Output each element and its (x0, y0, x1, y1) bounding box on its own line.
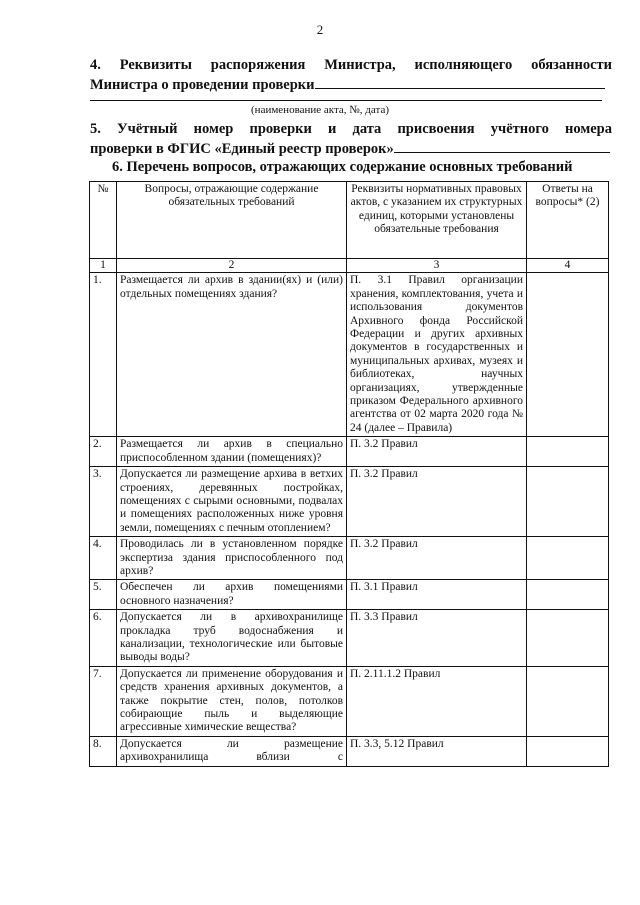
table-row (90, 610, 609, 667)
page-number: 2 (316, 22, 324, 37)
section-4-line-2 (90, 75, 612, 95)
column-number-row (90, 259, 609, 273)
section-5-line-2 (90, 139, 612, 159)
row-number: 5. (90, 580, 117, 610)
row-number: 7. (90, 666, 117, 736)
section-4-line-1: 4. Реквизиты распоряжения Министра, исполняющего обязанности (90, 57, 612, 73)
table-row (90, 437, 609, 467)
column-number: 1 (90, 259, 117, 273)
row-reference: П. 3.1 Правил (347, 580, 527, 610)
row-number: 4. (90, 537, 117, 580)
header-reference: Реквизиты нормативных правовых актов, с указанием их структурных единиц, которыми установлены обязательные требования (347, 182, 527, 259)
section-4-title-end: Министра о проведении проверки (90, 77, 315, 93)
row-reference: П. 3.1 Правил организации хранения, комплектования, учета и использования документов Архивного фонда Российской Федерации и других архивных документов в государственных и муниципальных архивах, музеях и библиотеках, научных организациях, утвержденные приказом Федерального архивного агентства от 02 марта 2020 года № 24 (далее – Правила) (347, 273, 527, 437)
act-caption: (наименование акта, №, дата) (251, 104, 389, 116)
row-number: 1. (90, 273, 117, 437)
fill-line-act (90, 100, 602, 101)
row-answer[interactable] (527, 610, 609, 667)
row-question: Допускается ли применение оборудования и средств хранения архивных документов, а также покрытие стен, полов, потолков собирающие пыль и выделяющие агрессивные химические вещества? (117, 666, 347, 736)
table-row (90, 666, 609, 736)
row-answer[interactable] (527, 437, 609, 467)
table-row (90, 736, 609, 766)
row-question: Размещается ли архив в специально приспособленном здании (помещениях)? (117, 437, 347, 467)
row-question: Размещается ли архив в здании(ях) и (или) отдельных помещениях здания? (117, 273, 347, 437)
row-number: 6. (90, 610, 117, 667)
row-question: Проводилась ли в установленном порядке экспертиза здания приспособленного под архив? (117, 537, 347, 580)
row-question: Допускается ли в архивохранилище прокладка труб водоснабжения и канализации, технологические или бытовые выводы воды? (117, 610, 347, 667)
section-5-line-1: 5. Учётный номер проверки и дата присвоения учётного номера (90, 121, 612, 137)
table-row (90, 273, 609, 437)
row-question: Допускается ли размещение архива в ветхих строениях, деревянных постройках, помещениях с сырыми основными, подвалах и помещениях расположенных ниже уровня земли, помещениях с печным отоплением? (117, 467, 347, 537)
row-number: 8. (90, 736, 117, 766)
row-reference: П. 3.2 Правил (347, 467, 527, 537)
header-question: Вопросы, отражающие содержание обязательных требований (117, 182, 347, 259)
column-number: 2 (117, 259, 347, 273)
table-header-row (90, 182, 609, 259)
table-row (90, 537, 609, 580)
section-6-title: 6. Перечень вопросов, отражающих содержание основных требований (112, 159, 573, 175)
fill-line-order (315, 75, 605, 89)
column-number: 3 (347, 259, 527, 273)
row-reference: П. 3.2 Правил (347, 437, 527, 467)
header-number: № (90, 182, 117, 259)
table-row (90, 467, 609, 537)
row-answer[interactable] (527, 736, 609, 766)
row-reference: П. 3.3, 5.12 Правил (347, 736, 527, 766)
row-question: Обеспечен ли архив помещениями основного назначения? (117, 580, 347, 610)
row-reference: П. 3.3 Правил (347, 610, 527, 667)
requirements-table (89, 181, 609, 767)
row-reference: П. 2.11.1.2 Правил (347, 666, 527, 736)
row-number: 2. (90, 437, 117, 467)
column-number: 4 (527, 259, 609, 273)
row-answer[interactable] (527, 537, 609, 580)
section-5-title-end: проверки в ФГИС «Единый реестр проверок» (90, 141, 394, 157)
table-row (90, 580, 609, 610)
row-answer[interactable] (527, 273, 609, 437)
row-reference: П. 3.2 Правил (347, 537, 527, 580)
fill-line-registry (394, 139, 610, 153)
row-number: 3. (90, 467, 117, 537)
row-answer[interactable] (527, 666, 609, 736)
row-answer[interactable] (527, 467, 609, 537)
header-answer: Ответы на вопросы* (2) (527, 182, 609, 259)
row-question: Допускается ли размещение архивохранилища вблизи с (117, 736, 347, 766)
row-answer[interactable] (527, 580, 609, 610)
